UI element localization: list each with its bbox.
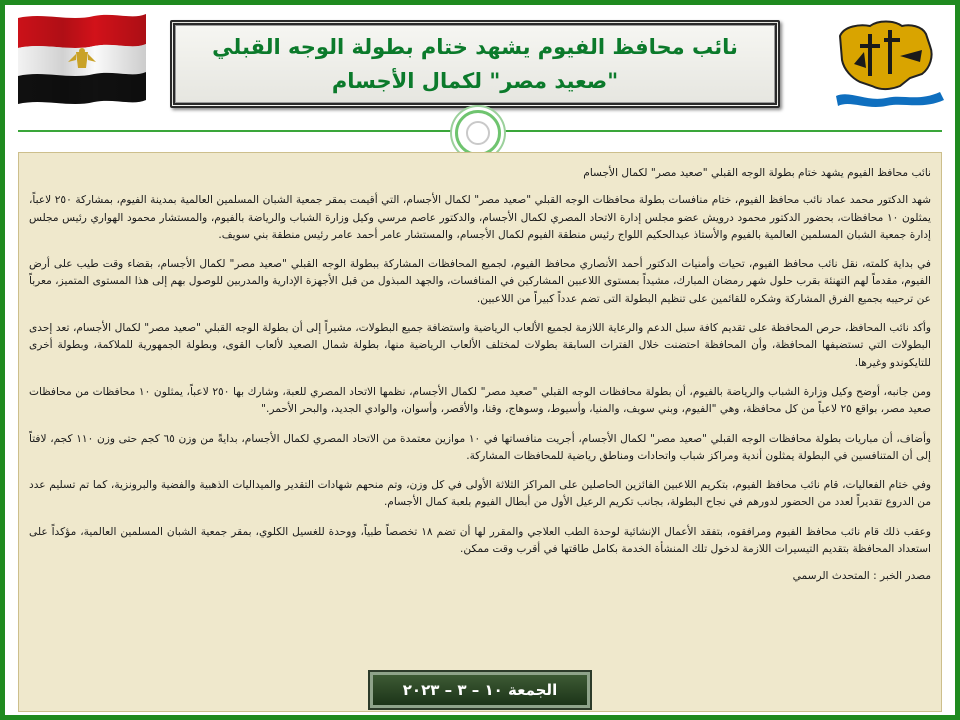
- article-paragraph: ومن جانبه، أوضح وكيل وزارة الشباب والرياضة بالفيوم، أن بطولة محافظات الوجه القبلي "صعيد مصر" لكمال الأجسام، نظمها الاتحاد المصري للعبة، وشارك بها ٢٥٠ لاعباً، يمثلون ١٠ محافظات من محافظات صعيد مصر، بواقع ٢٥ لاعباً من كل محافظة، وهي "الفيوم، وبني سويف، والمنيا، وأسيوط، وسوهاج، وقنا، والأقصر، وأسوان، والوادي الجديد، والبحر الأحمر.": [29, 385, 932, 416]
- news-source: مصدر الخبر : المتحدث الرسمي: [792, 570, 931, 583]
- article-paragraph: وفي ختام الفعاليات، قام نائب محافظ الفيوم، بتكريم اللاعبين الفائزين الحاصلين على المراكز الثلاثة الأولى في كل وزن، وتم منحهم شهادات التقدير والميداليات الذهبية والفضية والبرونزية، كما تم تسليم عدد من الدروع تقديراً لعدد من الحضور لدورهم في نجاح البطولة، بجانب تكريم الرعيل الأول من أبطال الفيوم بلعبة كمال الأجسام.: [29, 479, 931, 509]
- title-box: [170, 20, 780, 108]
- fayoum-governorate-logo-icon: [830, 16, 950, 112]
- article-paragraph: وعقب ذلك قام نائب محافظ الفيوم ومرافقوه، بتفقد الأعمال الإنشائية لوحدة الطب العلاجي والمقرر لها أن تضم ١٨ تخصصاً طبياً، ووحدة للغسيل الكلوي، بمقر جمعية الشبان المسلمين العالمية، مؤكداً على استعداد المحافظة بتقديم التيسيرات اللازمة لدخول تلك المنشأة الخدمة بكامل طاقتها في أقرب وقت ممكن.: [29, 525, 931, 556]
- publish-date: الجمعة ١٠ – ٣ – ٢٠٢٣: [402, 681, 558, 699]
- article-lead: نائب محافظ الفيوم يشهد ختام بطولة الوجه القبلي "صعيد مصر" لكمال الأجسام: [583, 167, 931, 179]
- divider-ornament-icon: [455, 110, 501, 156]
- page-title: نائب محافظ الفيوم يشهد ختام بطولة الوجه القبلي "صعيد مصر" لكمال الأجسام: [212, 35, 738, 93]
- date-badge: [370, 672, 590, 708]
- article-paragraph: شهد الدكتور محمد عماد نائب محافظ الفيوم، ختام منافسات بطولة محافظات الوجه القبلي "صعيد مصر" لكمال الأجسام، التي أقيمت بمقر جمعية الشبان المسلمين العالمية بمدينة الفيوم، بمشاركة ٢٥٠ لاعباً، يمثلون ١٠ محافظات، بحضور الدكتور محمود درويش عضو مجلس إدارة الاتحاد المصري لكمال الأجسام، والدكتور عاصم مرسي وكيل وزارة الشباب والرياضة بالفيوم، والمستشار محمود الهواري رئيس مجلس إدارة جمعية الشبان المسلمين العالمية بالفيوم والأستاذ عبدالحكيم اللواج رئيس منطقة الفيوم لكمال الأجسام، والمستشار عامر أحمد عامر رئيس منطقة بني سويف.: [29, 194, 931, 241]
- article-paragraph: وأكد نائب المحافظ، حرص المحافظة على تقديم كافة سبل الدعم والرعاية اللازمة لجميع الألعاب الرياضية واستضافة جميع البطولات، مشيراً إلى أن بطولة الوجه القبلي "صعيد مصر" لكمال الأجسام، تعد إحدى البطولات التي تستضيفها المحافظة، وأن المحافظة احتضنت خلال الفترات السابقة بطولات لمختلف الألعاب الرياضية منها، بطولة شمال الصعيد لألعاب القوى، وبطولة الجمهورية للملاكمة، وبطولة أخرى للتايكوندو وغيرها.: [29, 322, 931, 369]
- article-paragraph: في بداية كلمته، نقل نائب محافظ الفيوم، تحيات وأمنيات الدكتور أحمد الأنصاري محافظ الفيوم، لجميع المحافظات المشاركة ببطولة الوجه القبلي "صعيد مصر" لكمال الأجسام، بقضاء وقت طيب على أرض الفيوم، مقدماً لهم التهنئة بقرب حلول شهر رمضان المبارك، مشيداً بمستوى اللاعبين المشاركين في المنافسات، والجهد المبذول من قبل الأجهزة الإدارية والمدربين للوصول بهم إلى هذا المستوى المتميز، معرباً عن ترحيبه بجميع الفرق المشاركة وشكره للقائمين على تنظيم البطولة التى تضم عدداً كبيراً من اللاعبين.: [29, 258, 931, 305]
- article-paragraph: وأضاف، أن مباريات بطولة محافظات الوجه القبلي "صعيد مصر" لكمال الأجسام، أجريت منافساتها في ١٠ موازين معتمدة من الاتحاد المصري لكمال الأجسام، بدايةً من وزن ٦٥ كجم حتى وزن ١١٠ كجم، لافتاً إلى أن المتنافسين في البطولة يمثلون أندية ومراكز شباب واتحادات ومناطق رياضية للمحافظات المشاركة.: [29, 432, 932, 462]
- egypt-flag-icon: [14, 10, 150, 105]
- article-body: [18, 152, 942, 712]
